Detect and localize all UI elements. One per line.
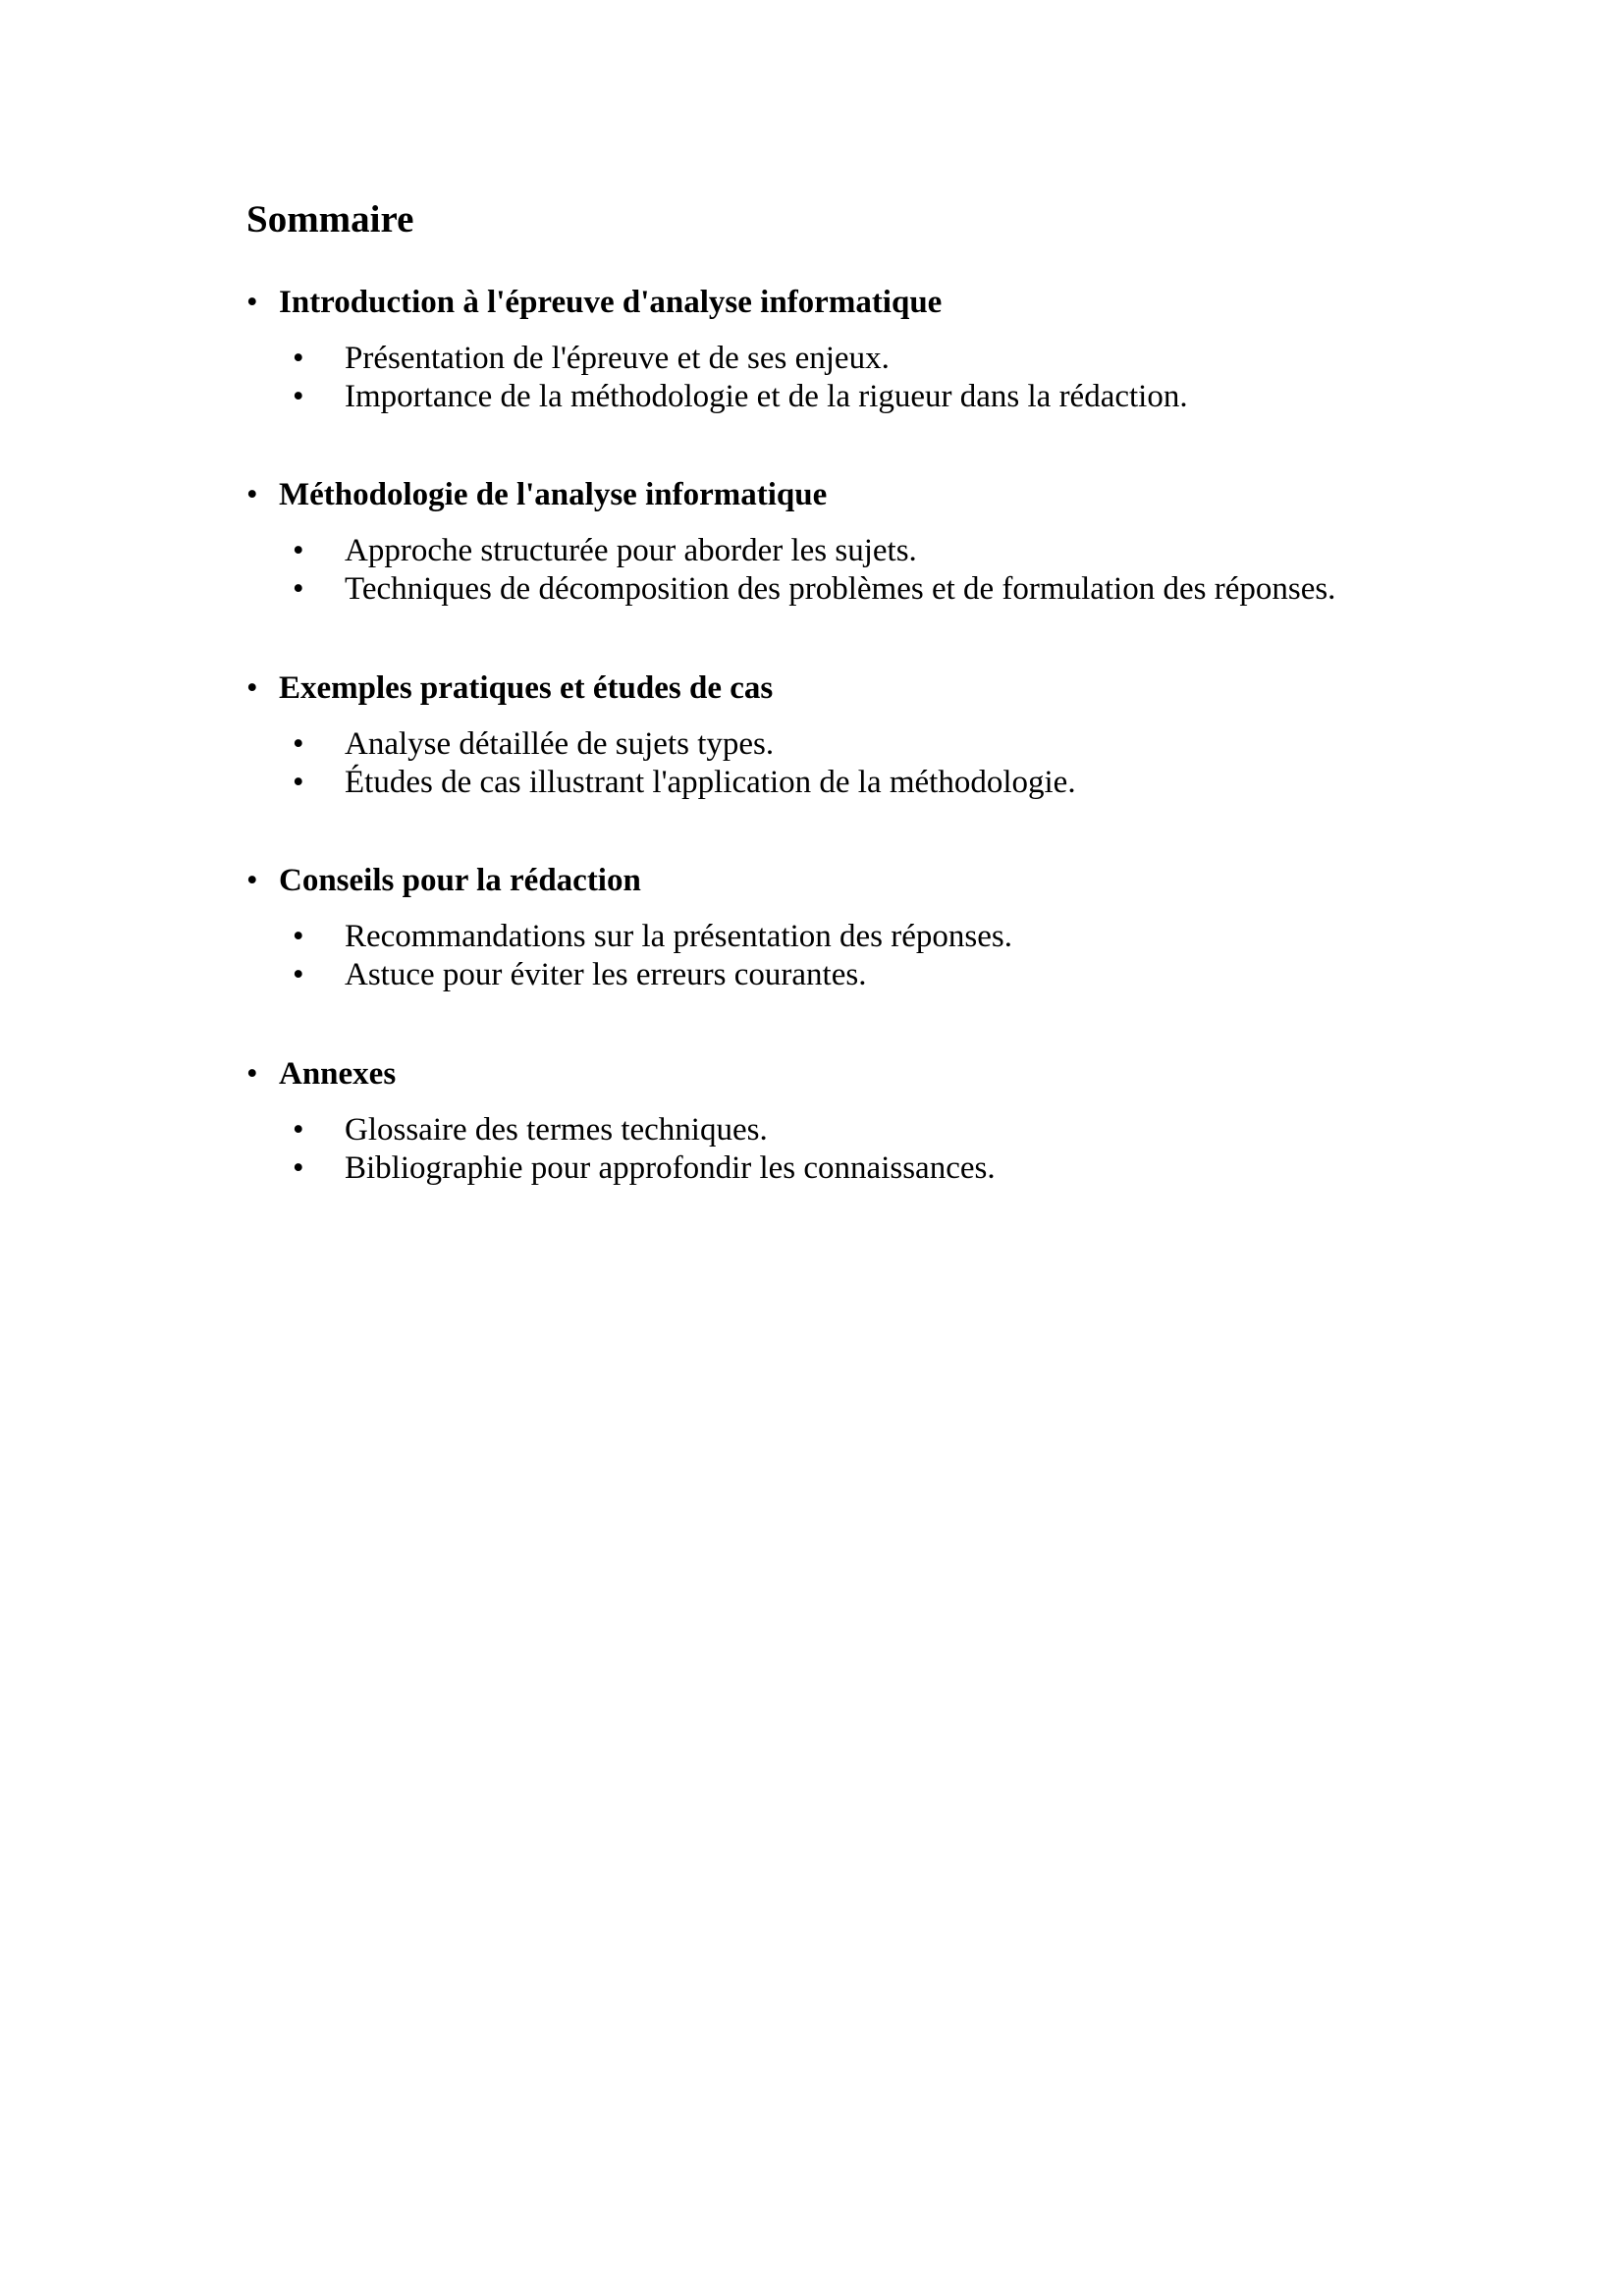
list-item bbox=[246, 532, 1523, 570]
page-title: Sommaire bbox=[246, 198, 414, 240]
list-item bbox=[246, 764, 1523, 802]
bullet-icon: • bbox=[293, 1112, 304, 1148]
bullet-icon: • bbox=[293, 1150, 304, 1186]
section-heading: Méthodologie de l'analyse informatique bbox=[279, 477, 828, 512]
list-item bbox=[246, 956, 1523, 994]
section-heading: Exemples pratiques et études de cas bbox=[279, 670, 774, 706]
sub-item-list bbox=[246, 532, 1523, 609]
toc-section-methodologie bbox=[246, 475, 1523, 607]
bullet-icon: • bbox=[246, 1056, 258, 1092]
sub-item-list bbox=[246, 1111, 1523, 1188]
list-item bbox=[246, 340, 1523, 378]
list-item-text: Recommandations sur la présentation des réponses. bbox=[345, 919, 1012, 954]
section-heading-row bbox=[246, 861, 1523, 900]
section-heading-row bbox=[246, 475, 1523, 514]
bullet-icon: • bbox=[293, 379, 304, 414]
bullet-icon: • bbox=[293, 957, 304, 992]
bullet-icon: • bbox=[293, 919, 304, 954]
list-item bbox=[246, 1111, 1523, 1149]
sub-item-list bbox=[246, 340, 1523, 416]
list-item-text: Études de cas illustrant l'application de la méthodologie. bbox=[345, 765, 1076, 800]
section-heading: Conseils pour la rédaction bbox=[279, 863, 641, 898]
toc-section-annexes bbox=[246, 1054, 1523, 1186]
section-heading: Introduction à l'épreuve d'analyse informatique bbox=[279, 285, 943, 320]
list-item bbox=[246, 918, 1523, 956]
section-heading-row bbox=[246, 283, 1523, 322]
sub-item-list bbox=[246, 725, 1523, 802]
bullet-icon: • bbox=[246, 670, 258, 706]
section-heading-row bbox=[246, 668, 1523, 708]
list-item-text: Présentation de l'épreuve et de ses enjeux. bbox=[345, 341, 890, 376]
list-item-text: Astuce pour éviter les erreurs courantes. bbox=[345, 957, 867, 992]
list-item-text: Approche structurée pour aborder les sujets. bbox=[345, 533, 917, 568]
list-item bbox=[246, 725, 1523, 764]
toc-section-introduction bbox=[246, 283, 1523, 414]
list-item bbox=[246, 1149, 1523, 1188]
bullet-icon: • bbox=[246, 863, 258, 898]
toc-section-exemples bbox=[246, 668, 1523, 800]
bullet-icon: • bbox=[293, 726, 304, 762]
list-item-text: Glossaire des termes techniques. bbox=[345, 1112, 768, 1148]
bullet-icon: • bbox=[293, 765, 304, 800]
bullet-icon: • bbox=[293, 533, 304, 568]
list-item-text: Techniques de décomposition des problèmes et de formulation des réponses. bbox=[345, 571, 1336, 607]
bullet-icon: • bbox=[246, 477, 258, 512]
list-item-text: Analyse détaillée de sujets types. bbox=[345, 726, 775, 762]
list-item bbox=[246, 378, 1523, 416]
bullet-icon: • bbox=[293, 341, 304, 376]
toc-section-conseils bbox=[246, 861, 1523, 992]
sub-item-list bbox=[246, 918, 1523, 994]
list-item-text: Importance de la méthodologie et de la rigueur dans la rédaction. bbox=[345, 379, 1188, 414]
list-item-text: Bibliographie pour approfondir les connaissances. bbox=[345, 1150, 996, 1186]
bullet-icon: • bbox=[293, 571, 304, 607]
list-item bbox=[246, 570, 1523, 609]
bullet-icon: • bbox=[246, 285, 258, 320]
section-heading-row bbox=[246, 1054, 1523, 1094]
section-heading: Annexes bbox=[279, 1056, 397, 1092]
